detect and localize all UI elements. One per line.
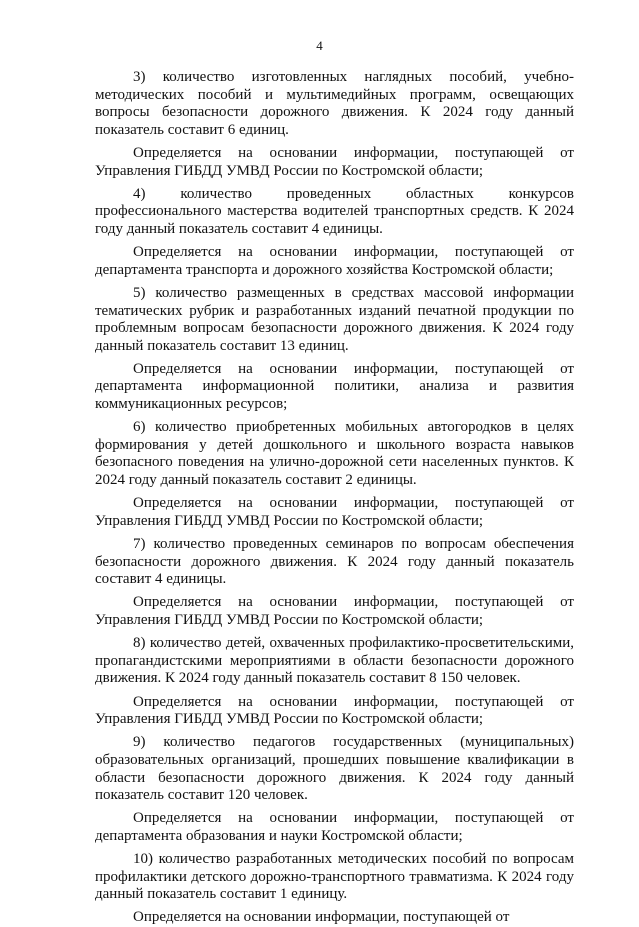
page-number: 4 bbox=[316, 38, 323, 53]
paragraph-item-6: 6) количество приобретенных мобильных автогородков в целях формирования у детей дошкольного и школьного возраста навыков безопасного поведения на улично-дорожной сети населенных пунктов. К 2024 году данный показатель составит 2 единицы. bbox=[95, 419, 574, 489]
paragraph-item-10: 10) количество разработанных методических пособий по вопросам профилактики детского дорожно-транспортного травматизма. К 2024 году данный показатель составит 1 единицу. bbox=[95, 851, 574, 903]
paragraph-item-8: 8) количество детей, охваченных профилактико-просветительскими, пропагандистскими мероприятиями в области безопасности дорожного движения. К 2024 году данный показатель составит 8 150 человек. bbox=[95, 635, 574, 687]
paragraph-item-4: 4) количество проведенных областных конкурсов профессионального мастерства водителей транспортных средств. К 2024 году данный показатель составит 4 единицы. bbox=[95, 185, 574, 237]
paragraph-source-7: Определяется на основании информации, поступающей от Управления ГИБДД УМВД России по Костромской области; bbox=[95, 594, 574, 628]
paragraph-item-7: 7) количество проведенных семинаров по вопросам обеспечения безопасности дорожного движения. К 2024 году данный показатель составит 4 единицы. bbox=[95, 536, 574, 588]
paragraph-source-5: Определяется на основании информации, поступающей от департамента информационной политики, анализа и развития коммуникационных ресурсов; bbox=[95, 360, 574, 413]
paragraph-source-3: Определяется на основании информации, поступающей от Управления ГИБДД УМВД России по Костромской области; bbox=[95, 144, 574, 179]
paragraph-item-3: 3) количество изготовленных наглядных пособий, учебно-методических пособий и мультимедийных программ, освещающих вопросы безопасности дорожного движения. К 2024 году данный показатель составит 6 единиц. bbox=[95, 69, 574, 138]
paragraph-item-5: 5) количество размещенных в средствах массовой информации тематических рубрик и разработанных изданий печатной продукции по проблемным вопросам безопасности дорожного движения. К 2024 году данный показатель составит 13 единиц. bbox=[95, 284, 574, 354]
document-body bbox=[95, 69, 574, 927]
paragraph-source-4: Определяется на основании информации, поступающей от департамента транспорта и дорожного хозяйства Костромской области; bbox=[95, 244, 574, 278]
paragraph-source-6: Определяется на основании информации, поступающей от Управления ГИБДД УМВД России по Костромской области; bbox=[95, 495, 574, 529]
paragraph-source-10: Определяется на основании информации, поступающей от bbox=[133, 909, 510, 926]
paragraph-source-9: Определяется на основании информации, поступающей от департамента образования и науки Костромской области; bbox=[95, 810, 574, 844]
paragraph-item-9: 9) количество педагогов государственных (муниципальных) образовательных организаций, прошедших повышение квалификации в области безопасности дорожного движения. К 2024 году данный показатель составит 120 человек. bbox=[95, 734, 574, 804]
paragraph-source-8: Определяется на основании информации, поступающей от Управления ГИБДД УМВД России по Костромской области; bbox=[95, 693, 574, 728]
